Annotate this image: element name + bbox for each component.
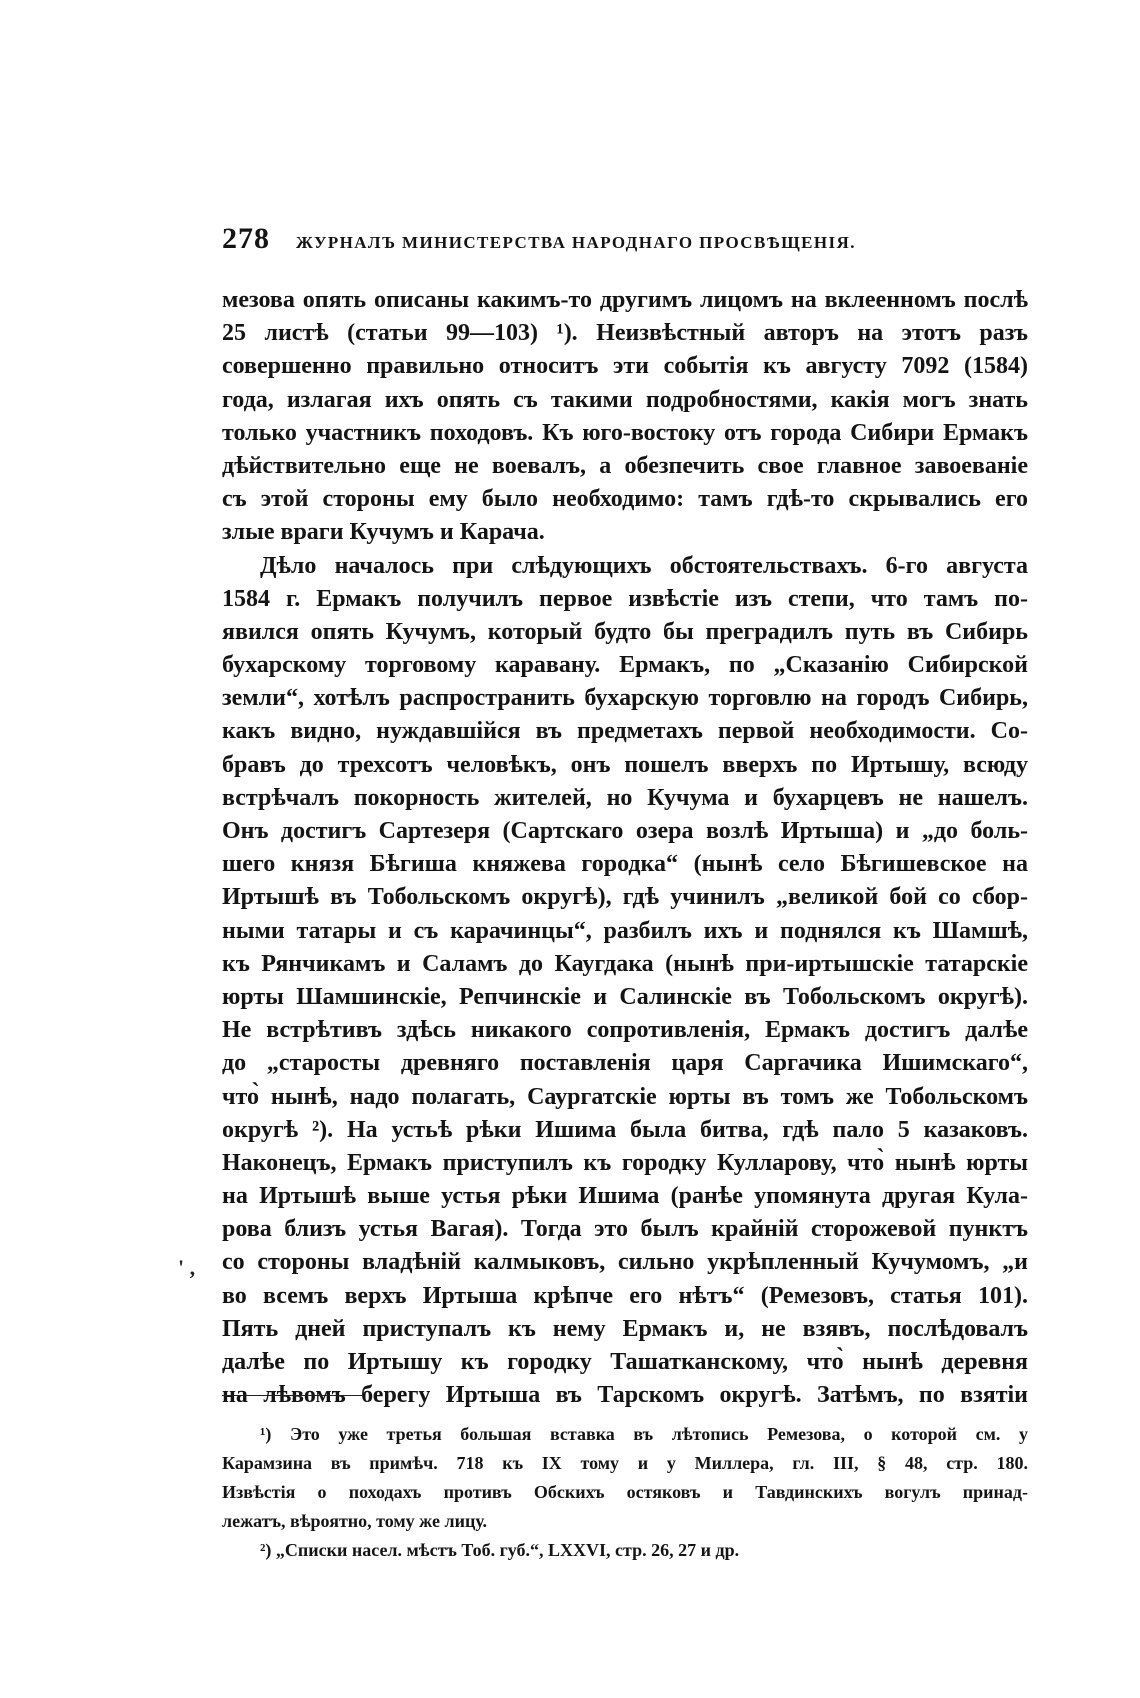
footnote-line: Карамзина въ примѣч. 718 къ IX тому и у Миллера, гл. III, § 48, стр. 180. (222, 1453, 1028, 1473)
page-number: 278 (222, 222, 270, 255)
text-line: бравъ до трехсотъ человѣкъ, онъ пошелъ вверхъ по Иртышу, всюду (222, 751, 1028, 778)
text-line: совершенно правильно относитъ эти событія къ августу 7092 (1584) (222, 353, 1028, 380)
page-header (222, 222, 922, 262)
body-text (222, 284, 1028, 1412)
margin-mark: ' , (178, 1255, 196, 1280)
text-line: шего князя Бѣгиша княжева городка“ (нынѣ село Бѣгишевское на (222, 851, 1028, 878)
text-line: встрѣчалъ покорность жителей, но Кучума и бухарцевъ не нашелъ. (222, 784, 1028, 811)
text-line: Иртышѣ въ Тобольскомъ округѣ), гдѣ учинилъ „великой бой со сбор- (222, 884, 1028, 911)
text-line: злые враги Кучумъ и Карача. (222, 519, 545, 546)
text-line: Наконецъ, Ермакъ приступилъ къ городку Кулларову, что̀ нынѣ юрты (222, 1149, 1028, 1176)
text-line: Онъ достигъ Сартезеря (Сартскаго озера возлѣ Иртыша) и „до боль- (222, 818, 1028, 844)
text-line: ными татары и съ карачинцы“, разбилъ ихъ и поднялся къ Шамшѣ, (222, 917, 1028, 944)
text-line: во всемъ верхъ Иртыша крѣпче его нѣтъ“ (Ремезовъ, статья 101). (222, 1282, 1028, 1309)
footnote-divider (222, 1395, 362, 1396)
footnote-line: Извѣстія о походахъ противъ Обскихъ остяковъ и Тавдинскихъ вогулъ принад- (222, 1482, 1028, 1502)
text-line: округѣ ²). На устьѣ рѣки Ишима была битва, гдѣ пало 5 казаковъ. (222, 1116, 1028, 1143)
text-line: мезова опять описаны какимъ-то другимъ лицомъ на вклеенномъ послѣ (222, 287, 1028, 313)
text-line: Дѣло началось при слѣдующихъ обстоятельствахъ. 6-го августа (260, 552, 1028, 579)
text-line: года, излагая ихъ опять съ такими подробностями, какія могъ знать (222, 386, 1028, 413)
running-title: ЖУРНАЛЪ МИНИСТЕРСТВА НАРОДНАГО ПРОСВѢЩЕНІЯ. (296, 233, 856, 252)
text-line: съ этой стороны ему было необходимо: тамъ гдѣ-то скрывались его (222, 486, 1028, 513)
text-line: на Иртышѣ выше устья рѣки Ишима (ранѣе упомянута другая Кула- (222, 1183, 1028, 1210)
text-line: что̀ нынѣ, надо полагать, Саургатскіе юрты въ томъ же Тобольскомъ (222, 1083, 1028, 1110)
text-line: явился опять Кучумъ, который будто бы преградилъ путь въ Сибирь (222, 618, 1028, 645)
text-line: только участникъ походовъ. Къ юго-востоку отъ города Сибири Ермакъ (222, 419, 1028, 446)
text-line: дѣйствительно еще не воевалъ, а обезпечить свое главное завоеваніе (222, 452, 1028, 479)
footnote-line: лежатъ, вѣроятно, тому же лицу. (222, 1511, 488, 1531)
text-line: бухарскому торговому каравану. Ермакъ, по „Сказанію Сибирской (222, 652, 1028, 679)
footnotes (222, 1420, 1028, 1565)
text-line: Пять дней приступалъ къ нему Ермакъ и, не взявъ, послѣдовалъ (222, 1315, 1028, 1342)
text-line: 1584 г. Ермакъ получилъ первое извѣстіе изъ степи, что тамъ по- (222, 585, 1028, 612)
text-line: до „старосты древняго поставленія царя Саргачика Ишимскаго“, (222, 1050, 1028, 1077)
text-line: юрты Шамшинскіе, Репчинскіе и Салинскіе въ Тобольскомъ округѣ). (222, 983, 1028, 1010)
footnote-line: ¹) Это уже третья большая вставка въ лѣтопись Ремезова, о которой см. у (260, 1424, 1028, 1444)
text-line: со стороны владѣній калмыковъ, сильно укрѣпленный Кучумомъ, „и (222, 1249, 1028, 1276)
text-line: на лѣвомъ берегу Иртыша въ Тарскомъ округѣ. Затѣмъ, по взятіи (222, 1382, 1028, 1409)
text-line: рова близъ устья Вагая). Тогда это былъ крайній сторожевой пунктъ (222, 1216, 1028, 1243)
text-line: Не встрѣтивъ здѣсь никакого сопротивленія, Ермакъ достигъ далѣе (222, 1017, 1028, 1044)
text-line: 25 листѣ (статьи 99—103) ¹). Неизвѣстный авторъ на этотъ разъ (222, 320, 1028, 347)
text-line: къ Рянчикамъ и Саламъ до Каугдака (нынѣ при-иртышскіе татарскіе (222, 950, 1028, 977)
text-line: далѣе по Иртышу къ городку Ташатканскому, что̀ нынѣ деревня (222, 1349, 1028, 1375)
text-line: какъ видно, нуждавшійся въ предметахъ первой необходимости. Со- (222, 718, 1028, 745)
text-line: земли“, хотѣлъ распространить бухарскую торговлю на городъ Сибирь, (222, 685, 1028, 712)
footnote-line: ²) „Списки насел. мѣстъ Тоб. губ.“, LXXVI, стр. 26, 27 и др. (260, 1540, 740, 1560)
